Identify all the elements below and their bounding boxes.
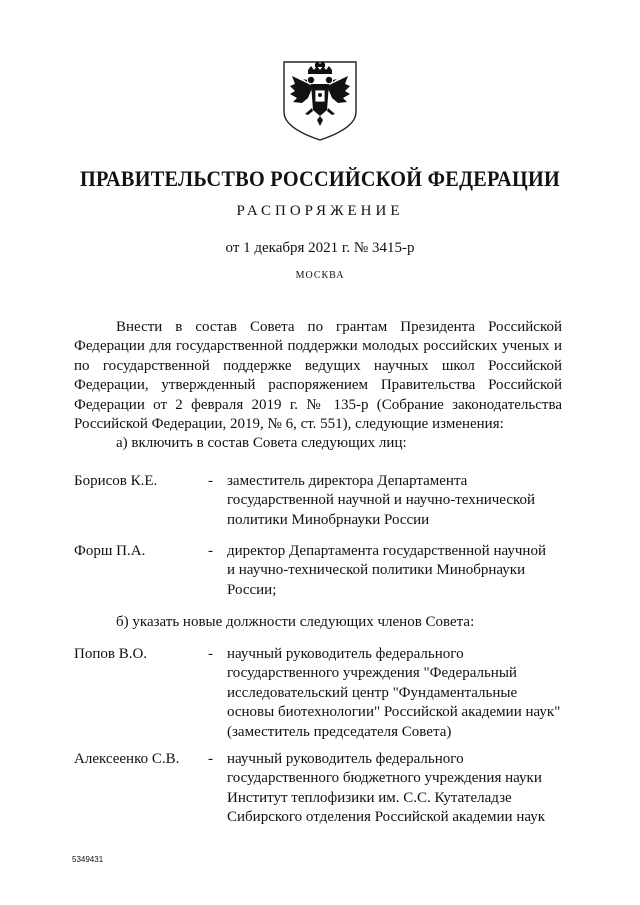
position-line: Институт теплофизики им. С.С. Кутателадзе: [227, 789, 512, 806]
dash-separator: -: [208, 751, 213, 767]
section-a-heading: а) включить в состав Совета следующих лиц:: [116, 435, 407, 451]
coat-of-arms-icon: [278, 58, 362, 142]
member-position: [227, 750, 567, 828]
member-name: Борисов К.Е.: [74, 473, 158, 489]
position-line: государственного бюджетного учреждения науки: [227, 770, 542, 787]
position-line: политики Минобрнауки России: [227, 511, 430, 528]
member-position: [227, 472, 567, 530]
document-code: 5349431: [72, 855, 104, 864]
section-b-heading: б) указать новые должности следующих членов Совета:: [116, 614, 475, 630]
member-position: [227, 542, 567, 600]
position-line: и научно-технической политики Минобрнауки: [227, 562, 526, 579]
position-line: России;: [227, 581, 277, 598]
dash-separator: -: [208, 646, 213, 662]
position-line: (заместитель председателя Совета): [227, 723, 452, 740]
position-line: исследовательский центр "Фундаментальные: [227, 684, 518, 701]
position-line: научный руководитель федерального: [227, 646, 464, 662]
position-line: государственной научной и научно-технической: [227, 492, 536, 509]
position-line: научный руководитель федерального: [227, 751, 464, 767]
dash-separator: -: [208, 473, 213, 489]
position-line: государственного учреждения "Федеральный: [227, 665, 517, 682]
order-date: от 1 декабря 2021 г. № 3415-р: [225, 240, 415, 256]
member-name: Попов В.О.: [74, 646, 148, 662]
dash-separator: -: [208, 543, 213, 559]
order-title: РАСПОРЯЖЕНИЕ: [236, 203, 404, 219]
position-line: Сибирского отделения Российской академии наук: [227, 809, 546, 826]
position-line: основы биотехнологии" Российской академии наук": [227, 704, 561, 721]
member-name: Алексеенко С.В.: [74, 751, 180, 767]
member-position: [227, 645, 567, 742]
government-title: ПРАВИТЕЛЬСТВО РОССИЙСКОЙ ФЕДЕРАЦИИ: [79, 166, 561, 191]
position-line: заместитель директора Департамента: [227, 473, 468, 489]
city-name: МОСКВА: [295, 270, 345, 281]
intro-paragraph: Внести в состав Совета по грантам Президента Российской Федерации для государственной поддержки молодых российских ученых и по государственной поддержке ведущих научных школ Российской Федерации, утвержденный распоряжением Правительства Российской Федерации от 2 февраля 2019 г. № 135-р (Собрание законодательства Российской Федерации, 2019, № 6, ст. 551), следующие изменения:: [74, 319, 562, 433]
member-name: Форш П.А.: [74, 543, 146, 559]
position-line: директор Департамента государственной научной: [227, 543, 546, 559]
